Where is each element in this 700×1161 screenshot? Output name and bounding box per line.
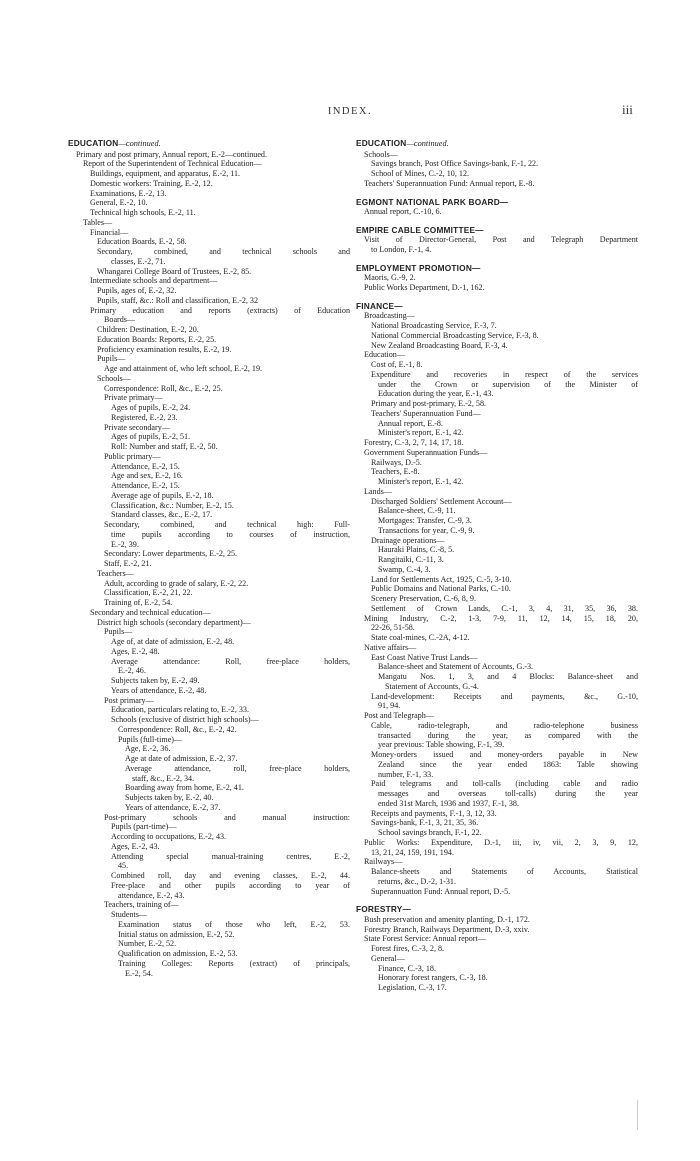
index-entry: classes, E.-2, 71.	[111, 256, 166, 266]
index-entry: Registered, E.-2, 23.	[111, 412, 178, 422]
heading-text: EMPLOYMENT PROMOTION—	[356, 262, 481, 273]
index-entry: E.-2, 54.	[125, 968, 153, 978]
index-entry: transacted during the year, as compared with the	[378, 730, 638, 740]
index-entry: Forest fires, C.-3, 2, 8.	[371, 944, 445, 953]
index-entry: Adult, according to grade of salary, E.-2, 22.	[104, 578, 249, 588]
index-entry: Whangarei College Board of Trustees, E.-2, 85.	[97, 266, 252, 276]
index-entry: Schools—	[97, 373, 131, 383]
index-entry: Ages, E.-2, 43.	[111, 841, 160, 851]
index-entry: Minister's report, E.-1, 42.	[378, 428, 464, 438]
index-entry: Tables—	[83, 217, 113, 227]
index-entry: Drainage operations—	[371, 535, 445, 545]
index-entry: Education Boards, E.-2, 58.	[97, 237, 187, 247]
index-entry: Average attendance: Roll, free-place holders,	[111, 656, 350, 666]
index-entry: School savings branch, F.-1, 22.	[378, 828, 482, 837]
index-entry: Public Domains and National Parks, C.-10.	[371, 584, 511, 594]
index-column-left	[68, 138, 350, 978]
index-entry: Education—	[364, 350, 405, 360]
index-entry: Hauraki Plains, C.-8, 5.	[378, 545, 455, 555]
index-entry: Lands—	[364, 486, 392, 496]
index-entry: Training Colleges: Reports (extract) of principals,	[118, 958, 350, 968]
index-heading	[356, 904, 638, 915]
index-entry: Boarding away from home, E.-2, 41.	[125, 783, 244, 793]
index-entry: E.-2, 46.	[118, 666, 146, 676]
index-entry: Mortgages: Transfer, C.-9, 3.	[378, 516, 472, 525]
index-entry: Correspondence: Roll, &c., E.-2, 42.	[118, 724, 237, 734]
index-entry: Balance-sheets and Statements of Accounts, Statistical	[371, 867, 638, 876]
index-entry: Children: Destination, E.-2, 20.	[97, 325, 199, 334]
index-entry: Education Boards: Reports, E.-2, 25.	[97, 334, 217, 344]
index-entry: Roll: Number and staff, E.-2, 50.	[111, 442, 218, 451]
heading-text: EGMONT NATIONAL PARK BOARD—	[356, 196, 509, 207]
index-entry: Subjects taken by, E.-2, 49.	[111, 676, 200, 685]
index-entry: Cost of, E.-1, 8.	[371, 360, 423, 369]
continued-label: —continued.	[118, 139, 161, 148]
index-entry: Swamp, C.-4, 3.	[378, 564, 431, 574]
index-entry: Money-orders issued and money-orders payable in New	[371, 750, 638, 759]
index-entry: Ages of pupils, E.-2, 24.	[111, 403, 191, 412]
index-entry: time pupils according to courses of instruction,	[111, 529, 350, 539]
index-entry: Annual report, E.-8.	[378, 418, 443, 428]
index-entry: Transactions for year, C.-9, 9.	[378, 525, 475, 535]
index-entry: Visit of Director-General, Post and Telegraph Department	[364, 235, 638, 245]
index-entry: Land for Settlements Act, 1925, C.-5, 3-10.	[371, 574, 512, 584]
index-entry: Public Works Department, D.-1, 162.	[364, 283, 485, 292]
index-entry: Secondary: Lower departments, E.-2, 25.	[104, 549, 238, 559]
index-entry: Scenery Preservation, C.-6, 8, 9.	[371, 594, 476, 603]
index-entry: Combined roll, day and evening classes, E.-2, 44.	[111, 871, 350, 880]
index-entry: Free-place and other pupils according to year of	[111, 880, 350, 890]
index-column-right	[356, 138, 638, 993]
index-entry: Post and Telegraph—	[364, 711, 434, 720]
index-heading	[356, 138, 638, 150]
index-entry: School of Mines, C.-2, 10, 12.	[371, 169, 470, 178]
index-entry: Domestic workers: Training, E.-2, 12.	[90, 178, 213, 188]
index-entry: Native affairs—	[364, 642, 417, 652]
index-entry: State coal-mines, C.-2A, 4-12.	[371, 633, 470, 642]
index-entry: Pupils—	[104, 627, 133, 637]
page-title: INDEX.	[327, 106, 373, 117]
index-entry: Cable, radio-telegraph, and radio-telephone business	[371, 720, 638, 730]
index-entry: 13, 21, 24, 159, 191, 194.	[371, 847, 454, 857]
index-entry: Balance-sheet, C.-9, 11.	[378, 506, 456, 516]
index-entry: Pupils (full-time)—	[118, 734, 183, 744]
index-entry: Pupils, staff, &c.: Roll and classification, E.-2, 32	[97, 295, 259, 305]
index-entry: number, F.-1, 33.	[378, 769, 434, 779]
index-entry: According to occupations, E.-2, 43.	[111, 832, 227, 841]
index-entry: Financial—	[90, 227, 129, 237]
index-entry: returns, &c., D.-2, 1-31.	[378, 876, 456, 886]
index-entry: Honorary forest rangers, C.-3, 18.	[378, 973, 488, 983]
index-entry: District high schools (secondary department)—	[97, 617, 251, 627]
index-entry: National Commercial Broadcasting Service, F.-3, 8.	[371, 330, 539, 340]
index-entry: Education, particulars relating to, E.-2, 33.	[111, 705, 250, 715]
index-entry: year previous: Table showing, F.-1, 39.	[378, 740, 505, 750]
index-entry: Savings-bank, F.-1, 3, 21, 35, 36.	[371, 818, 479, 828]
index-entry: Teachers, training of—	[104, 900, 179, 910]
index-entry: Buildings, equipment, and apparatus, E.-2, 11.	[90, 169, 241, 178]
index-entry: Post-primary schools and manual instruction:	[104, 812, 350, 822]
index-entry: Attendance, E.-2, 15.	[111, 461, 180, 471]
index-entry: under the Crown or supervision of the Minister of	[378, 379, 638, 389]
index-entry: Railways—	[364, 857, 403, 867]
index-entry: Classification, E.-2, 21, 22.	[104, 588, 193, 598]
index-entry: Age and sex, E.-2, 16.	[111, 471, 183, 481]
index-entry: Primary and post primary, Annual report, E.-2—continued.	[76, 149, 267, 159]
index-entry: Correspondence: Roll, &c., E.-2, 25.	[104, 383, 223, 393]
heading-text: EDUCATION	[356, 138, 407, 148]
index-entry: Classification, &c.: Number, E.-2, 15.	[111, 500, 234, 510]
heading-text: FORESTRY—	[356, 904, 411, 915]
index-entry: Pupils, ages of, E.-2, 32.	[97, 286, 177, 295]
index-entry: Pupils (part-time)—	[111, 822, 177, 832]
index-entry: to London, F.-1, 4.	[371, 245, 432, 254]
index-entry: Public primary—	[104, 451, 161, 461]
index-entry: State Forest Service: Annual report—	[364, 934, 486, 944]
index-entry: staff, &c., E.-2, 34.	[132, 773, 195, 783]
index-entry: Maoris, G.-9, 2.	[364, 273, 416, 283]
index-entry: Ages, E.-2, 48.	[111, 646, 160, 656]
index-entry: Public Works: Expenditure, D.-1, iii, iv, vii, 2, 3, 9, 12,	[364, 837, 638, 847]
index-entry: Schools—	[364, 149, 398, 159]
index-entry: General, E.-2, 10.	[90, 198, 148, 208]
index-entry: Ages of pupils, E.-2, 51.	[111, 432, 191, 442]
index-entry: messages and overseas toll-calls) during the year	[378, 789, 638, 798]
index-entry: Teachers' Superannuation Fund—	[371, 408, 481, 418]
index-entry: Private secondary—	[104, 422, 170, 432]
index-entry: Settlement of Crown Lands, C.-1, 3, 4, 31, 35, 36, 38.	[371, 603, 638, 613]
index-entry: Government Superannuation Funds—	[364, 447, 488, 457]
index-entry: Average age of pupils, E.-2, 18.	[111, 490, 214, 500]
index-entry: Technical high schools, E.-2, 11.	[90, 208, 196, 217]
index-entry: Teachers—	[97, 568, 134, 578]
heading-text: EDUCATION	[68, 138, 119, 148]
index-entry: Bush preservation and amenity planting, D.-1, 172.	[364, 914, 530, 924]
index-entry: Education during the year, E.-1, 43.	[378, 389, 494, 399]
index-entry: Number, E.-2, 52.	[118, 939, 177, 949]
index-entry: Receipts and payments, F.-1, 3, 12, 33.	[371, 808, 497, 818]
index-entry: Examinations, E.-2, 13.	[90, 188, 167, 198]
index-entry: Land-development: Receipts and payments, &c., G.-10,	[371, 691, 638, 701]
index-entry: attendance, E.-2, 43.	[118, 890, 185, 900]
index-entry: Years of attendance, E.-2, 37.	[125, 802, 221, 812]
index-entry: Standard classes, &c., E.-2, 17.	[111, 510, 213, 520]
index-entry: Attendance, E.-2, 15.	[111, 481, 180, 490]
index-entry: Minister's report, E.-1, 42.	[378, 477, 464, 486]
index-entry: East Coast Native Trust Lands—	[371, 652, 478, 662]
index-entry: Boards—	[104, 315, 136, 325]
index-entry: Age, E.-2, 36.	[125, 744, 171, 754]
index-entry: Attending special manual-training centres, E.-2,	[111, 851, 350, 861]
margin-mark	[637, 1100, 638, 1130]
index-entry: Primary education and reports (extracts) of Education	[90, 305, 350, 315]
continued-label: —continued.	[406, 139, 449, 148]
index-entry: Teachers' Superannuation Fund: Annual report, E.-8.	[364, 178, 535, 188]
index-entry: Legislation, C.-3, 17.	[378, 983, 447, 992]
page-number: iii	[622, 102, 633, 117]
index-entry: Savings branch, Post Office Savings-bank, F.-1, 22.	[371, 159, 539, 169]
index-entry: National Broadcasting Service, F.-3, 7.	[371, 321, 497, 330]
index-entry: Examination status of those who left, E.-2, 53.	[118, 919, 350, 929]
index-entry: Report of the Superintendent of Technical Education—	[83, 159, 262, 169]
index-entry: Railways, D.-5.	[371, 457, 422, 467]
index-entry: Teachers, E.-8.	[371, 467, 420, 477]
index-heading	[68, 138, 350, 150]
index-entry: Students—	[111, 910, 147, 919]
index-entry: Intermediate schools and department—	[90, 276, 218, 286]
index-entry: Qualification on admission, E.-2, 53.	[118, 949, 238, 958]
index-entry: Paid telegrams and toll-calls (including cable and radio	[371, 779, 638, 789]
index-entry: 22-26, 51-58.	[371, 623, 415, 633]
index-heading	[356, 197, 638, 208]
index-entry: Statement of Accounts, G.-4.	[385, 681, 479, 691]
index-entry: Pupils—	[97, 354, 126, 364]
index-entry: Average attendance, roll, free-place holders,	[125, 763, 350, 773]
index-heading	[356, 301, 638, 312]
index-entry: Expenditure and recoveries in respect of the services	[371, 369, 638, 379]
index-entry: Superannuation Fund: Annual report, D.-5.	[371, 886, 511, 896]
index-entry: Broadcasting—	[364, 311, 415, 321]
index-entry: General—	[371, 953, 405, 963]
index-entry: New Zealand Broadcasting Board, F.-3, 4.	[371, 340, 508, 350]
index-entry: ended 31st March, 1936 and 1937, F.-1, 38.	[378, 798, 519, 808]
index-entry: Years of attendance, E.-2, 48.	[111, 685, 207, 695]
index-entry: 45.	[118, 861, 129, 871]
index-entry: Training of, E.-2, 54.	[104, 598, 173, 607]
index-entry: E.-2, 39.	[111, 539, 139, 549]
index-entry: Balance-sheet and Statement of Accounts, G.-3.	[378, 662, 534, 672]
index-entry: Age of, at date of admission, E.-2, 48.	[111, 637, 235, 646]
index-entry: Discharged Soldiers' Settlement Account—	[371, 496, 512, 506]
index-entry: Finance, C.-3, 18.	[378, 963, 436, 973]
index-entry: Schools (exclusive of district high schools)—	[111, 715, 259, 724]
index-entry: Secondary, combined, and technical high: Full-	[104, 520, 350, 529]
index-entry: Post primary—	[104, 695, 154, 705]
index-entry: Forestry Branch, Railways Department, D.-3, xxiv.	[364, 924, 530, 934]
index-entry: Age at date of admission, E.-2, 37.	[125, 754, 238, 763]
index-heading	[356, 263, 638, 274]
index-entry: 91, 94.	[378, 701, 401, 711]
index-entry: Staff, E.-2, 21.	[104, 559, 152, 568]
index-entry: Initial status on admission, E.-2, 52.	[118, 929, 235, 939]
index-entry: Subjects taken by, E.-2, 40.	[125, 793, 214, 802]
index-heading	[356, 225, 638, 236]
index-entry: Annual report, C.-10, 6.	[364, 207, 442, 216]
index-entry: Rangitaiki, C.-11, 3.	[378, 555, 444, 564]
index-entry: Secondary and technical education—	[90, 607, 211, 617]
index-entry: Forestry, C.-3, 2, 7, 14, 17, 18.	[364, 438, 464, 447]
index-entry: Primary and post-primary, E.-2, 58.	[371, 399, 487, 408]
index-entry: Proficiency examination results, E.-2, 19.	[97, 344, 232, 354]
index-entry: Zealand since the year ended 1863: Table showing	[378, 759, 638, 769]
index-entry: Mangatu Nos. 1, 3, and 4 Blocks: Balance-sheet and	[378, 672, 638, 681]
index-entry: Age and attainment of, who left school, E.-2, 19.	[104, 364, 263, 373]
index-entry: Secondary, combined, and technical schools and	[97, 247, 350, 256]
index-entry: Mining Industry, C.-2, 1-3, 7-9, 11, 12, 14, 15, 18, 20,	[364, 613, 638, 623]
heading-text: EMPIRE CABLE COMMITTEE—	[356, 224, 484, 235]
heading-text: FINANCE—	[356, 300, 403, 311]
index-entry: Private primary—	[104, 393, 163, 403]
